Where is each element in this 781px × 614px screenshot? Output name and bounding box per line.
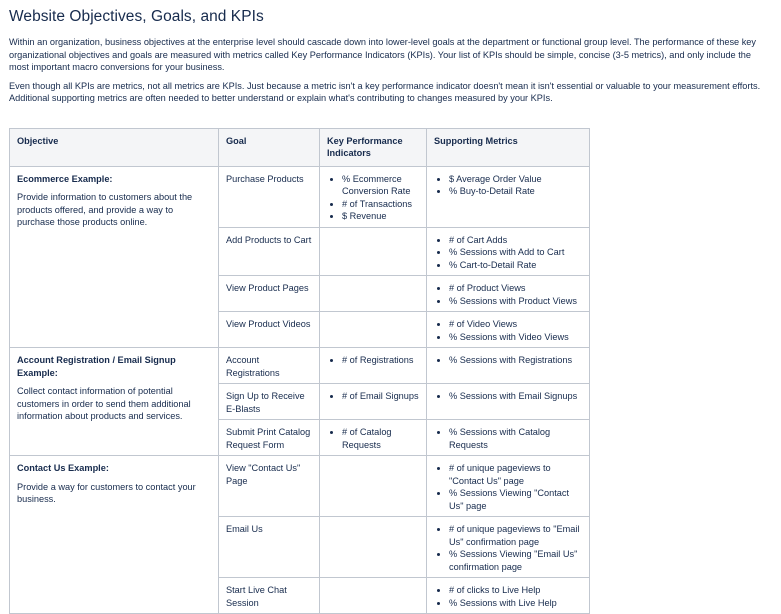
- supporting-metrics-list: [434, 282, 583, 307]
- kpi-cell: [320, 456, 427, 517]
- supporting-metrics-list: [434, 173, 583, 198]
- kpi-cell: [320, 227, 427, 276]
- supporting-metric-item: • # of Product Views: [449, 282, 583, 295]
- table-body: [10, 166, 590, 614]
- supporting-metrics-list: [434, 426, 583, 451]
- goal-cell: Sign Up to Receive E-Blasts: [219, 384, 320, 420]
- goal-cell: Purchase Products: [219, 166, 320, 227]
- kpi-item: • $ Revenue: [342, 210, 420, 223]
- supporting-metric-item: • % Cart-to-Detail Rate: [449, 259, 583, 272]
- goal-cell: Start Live Chat Session: [219, 578, 320, 614]
- supporting-metric-item: • % Sessions with Product Views: [449, 295, 583, 308]
- supporting-metrics-cell: [427, 578, 590, 614]
- supporting-metrics-list: [434, 390, 583, 403]
- supporting-metric-item: • # of unique pageviews to "Contact Us" page: [449, 462, 583, 487]
- page-title: Website Objectives, Goals, and KPIs: [9, 8, 773, 26]
- kpi-cell: [320, 517, 427, 578]
- intro-paragraph: Within an organization, business objectives at the enterprise level should cascade down into lower-level goals at the department or functional group level. The performance of these key organizational objectives and goals are measured with metrics called Key Performance Indicators (KPIs). Your list of KPIs should be simple, concise (3-5 metrics), and only include the most important macro conversions for your business.: [9, 36, 773, 74]
- objective-description: Provide information to customers about the products offered, and provide a way to purchase those products online.: [17, 191, 212, 229]
- objective-description: Provide a way for customers to contact your business.: [17, 481, 212, 506]
- objectives-table: [9, 128, 590, 614]
- objective-cell: [10, 166, 219, 348]
- supporting-metrics-list: [434, 462, 583, 512]
- supporting-metric-item: • % Buy-to-Detail Rate: [449, 185, 583, 198]
- supporting-metrics-cell: [427, 384, 590, 420]
- goal-cell: View Product Pages: [219, 276, 320, 312]
- supporting-metrics-list: [434, 354, 583, 367]
- supporting-metrics-cell: [427, 517, 590, 578]
- objective-title: Ecommerce Example:: [17, 173, 212, 186]
- supporting-metric-item: • % Sessions with Email Signups: [449, 390, 583, 403]
- goal-cell: View "Contact Us" Page: [219, 456, 320, 517]
- kpi-cell: [320, 166, 427, 227]
- header-goal: Goal: [219, 128, 320, 166]
- kpi-item: • # of Registrations: [342, 354, 420, 367]
- objective-title: Contact Us Example:: [17, 462, 212, 475]
- goal-cell: Email Us: [219, 517, 320, 578]
- objective-description: Collect contact information of potential customers in order to send them additional information about products and services.: [17, 385, 212, 423]
- supporting-metrics-list: [434, 523, 583, 573]
- objective-title: Account Registration / Email Signup Example:: [17, 354, 212, 379]
- table-row: [10, 166, 590, 227]
- supporting-metric-item: • % Sessions with Video Views: [449, 331, 583, 344]
- supporting-metrics-list: [434, 234, 583, 272]
- table-header-row: [10, 128, 590, 166]
- supporting-metric-item: • % Sessions Viewing "Email Us" confirmation page: [449, 548, 583, 573]
- supporting-metrics-cell: [427, 276, 590, 312]
- kpi-explanation-paragraph: Even though all KPIs are metrics, not all metrics are KPIs. Just because a metric isn't a key performance indicator doesn't mean it isn't essential or valuable to your measurement efforts. Additional supporting metrics are often needed to better understand or explain what's contributing to changes measured by your KPIs.: [9, 80, 773, 105]
- kpi-list: [327, 173, 420, 223]
- supporting-metrics-list: [434, 318, 583, 343]
- supporting-metrics-cell: [427, 312, 590, 348]
- supporting-metric-item: • % Sessions with Add to Cart: [449, 246, 583, 259]
- goal-cell: View Product Videos: [219, 312, 320, 348]
- table-row: [10, 456, 590, 517]
- supporting-metrics-cell: [427, 420, 590, 456]
- kpi-item: • % Ecommerce Conversion Rate: [342, 173, 420, 198]
- supporting-metric-item: • $ Average Order Value: [449, 173, 583, 186]
- goal-cell: Add Products to Cart: [219, 227, 320, 276]
- kpi-cell: [320, 578, 427, 614]
- kpi-cell: [320, 348, 427, 384]
- kpi-cell: [320, 276, 427, 312]
- kpi-list: [327, 354, 420, 367]
- header-supporting-metrics: Supporting Metrics: [427, 128, 590, 166]
- supporting-metric-item: • % Sessions with Live Help: [449, 597, 583, 610]
- supporting-metric-item: • # of unique pageviews to "Email Us" confirmation page: [449, 523, 583, 548]
- supporting-metric-item: • # of Cart Adds: [449, 234, 583, 247]
- supporting-metric-item: • # of Video Views: [449, 318, 583, 331]
- kpi-item: • # of Email Signups: [342, 390, 420, 403]
- kpi-item: • # of Transactions: [342, 198, 420, 211]
- kpi-cell: [320, 312, 427, 348]
- kpi-cell: [320, 384, 427, 420]
- supporting-metrics-cell: [427, 227, 590, 276]
- kpi-item: • # of Catalog Requests: [342, 426, 420, 451]
- supporting-metric-item: • % Sessions with Registrations: [449, 354, 583, 367]
- header-objective: Objective: [10, 128, 219, 166]
- supporting-metric-item: • % Sessions Viewing "Contact Us" page: [449, 487, 583, 512]
- objective-cell: [10, 456, 219, 614]
- kpi-cell: [320, 420, 427, 456]
- goal-cell: Submit Print Catalog Request Form: [219, 420, 320, 456]
- kpi-list: [327, 390, 420, 403]
- kpi-list: [327, 426, 420, 451]
- header-kpis: Key Performance Indicators: [320, 128, 427, 166]
- supporting-metrics-cell: [427, 456, 590, 517]
- goal-cell: Account Registrations: [219, 348, 320, 384]
- supporting-metric-item: • % Sessions with Catalog Requests: [449, 426, 583, 451]
- table-row: [10, 348, 590, 384]
- supporting-metrics-cell: [427, 348, 590, 384]
- supporting-metrics-cell: [427, 166, 590, 227]
- supporting-metrics-list: [434, 584, 583, 609]
- objective-cell: [10, 348, 219, 456]
- supporting-metric-item: • # of clicks to Live Help: [449, 584, 583, 597]
